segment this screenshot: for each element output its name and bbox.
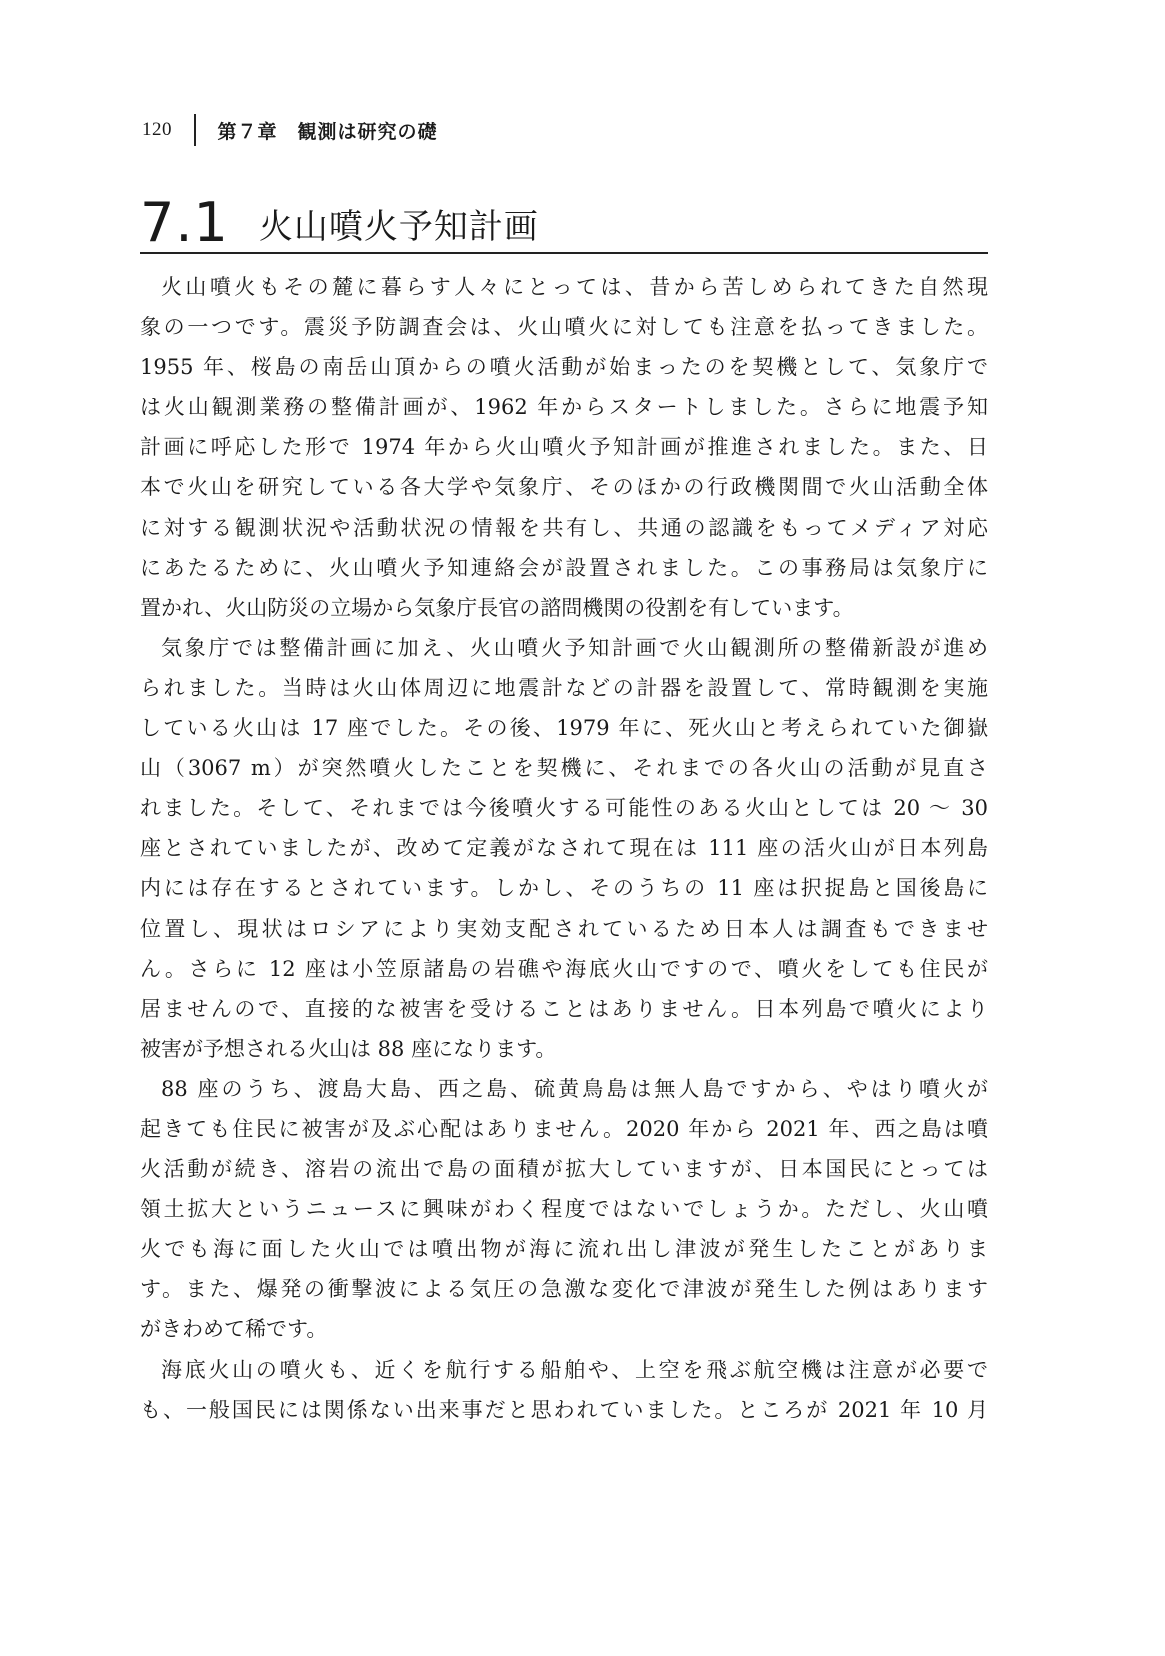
text-line: 居ませんので、直接的な被害を受けることはありません。日本列島で噴火により <box>140 996 988 1021</box>
paragraph <box>140 1069 988 1350</box>
text-line: 置かれ、火山防災の立場から気象庁長官の諮問機関の役割を有しています。 <box>140 595 854 620</box>
text-line: 山（3067 m）が突然噴火したことを契機に、それまでの各火山の活動が見直さ <box>140 756 988 781</box>
text-line: 88 座のうち、渡島大島、西之島、硫黄鳥島は無人島ですから、やはり噴火が <box>161 1076 988 1101</box>
section-title: 火山噴火予知計画 <box>258 207 539 247</box>
paragraph <box>140 1350 988 1430</box>
running-header <box>142 112 438 148</box>
text-line: 内には存在するとされています。しかし、そのうちの 11 座は択捉島と国後島に <box>140 876 988 901</box>
text-line: 領土拡大というニュースに興味がわく程度ではないでしょうか。ただし、火山噴 <box>140 1197 988 1222</box>
text-line: 象の一つです。震災予防調査会は、火山噴火に対しても注意を払ってきました。 <box>140 315 988 340</box>
text-line: 気象庁では整備計画に加え、火山噴火予知計画で火山観測所の整備新設が進め <box>161 635 988 660</box>
text-line: 1955 年、桜島の南岳山頂からの噴火活動が始まったのを契機として、気象庁で <box>140 355 988 380</box>
text-line: 被害が予想される火山は 88 座になります。 <box>140 1036 557 1061</box>
text-line: 起きても住民に被害が及ぶ心配はありません。2020 年から 2021 年、西之島は噴 <box>140 1116 988 1141</box>
text-line: れました。そして、それまでは今後噴火する可能性のある火山としては 20 ～ 30 <box>140 796 988 821</box>
text-line: 計画に呼応した形で 1974 年から火山噴火予知計画が推進されました。また、日 <box>140 435 988 460</box>
text-line: に対する観測状況や活動状況の情報を共有し、共通の認識をもってメディア対応 <box>140 515 988 540</box>
body-text <box>140 267 988 1430</box>
text-line: 座とされていましたが、改めて定義がなされて現在は 111 座の活火山が日本列島 <box>140 836 988 861</box>
text-line: がきわめて稀です。 <box>140 1317 328 1342</box>
header-divider <box>194 114 196 146</box>
text-line: 火山噴火もその麓に暮らす人々にとっては、昔から苦しめられてきた自然現 <box>161 275 988 299</box>
text-line: 位置し、現状はロシアにより実効支配されているため日本人は調査もできませ <box>140 916 988 941</box>
text-line: ん。さらに 12 座は小笠原諸島の岩礁や海底火山ですので、噴火をしても住民が <box>140 956 988 981</box>
text-line: 海底火山の噴火も、近くを航行する船舶や、上空を飛ぶ航空機は注意が必要で <box>161 1357 988 1382</box>
text-line: にあたるために、火山噴火予知連絡会が設置されました。この事務局は気象庁に <box>140 555 988 580</box>
text-line: 火活動が続き、溶岩の流出で島の面積が拡大していますが、日本国民にとっては <box>140 1157 988 1182</box>
paragraph <box>140 628 988 1069</box>
text-line: 本で火山を研究している各大学や気象庁、そのほかの行政機関間で火山活動全体 <box>140 475 988 500</box>
page-number: 120 <box>142 119 172 140</box>
text-line: も、一般国民には関係ない出来事だと思われていました。ところが 2021 年 10 月 <box>140 1397 988 1422</box>
text-line: 火でも海に面した火山では噴出物が海に流れ出し津波が発生したことがありま <box>140 1237 988 1262</box>
text-line: られました。当時は火山体周辺に地震計などの計器を設置して、常時観測を実施 <box>140 675 988 700</box>
text-line: している火山は 17 座でした。その後、1979 年に、死火山と考えられていた御嶽 <box>140 716 988 741</box>
section-heading <box>140 191 988 254</box>
section-number: 7.1 <box>140 191 229 254</box>
text-line: す。また、爆発の衝撃波による気圧の急激な変化で津波が発生した例はあります <box>140 1277 988 1302</box>
paragraph <box>140 267 988 628</box>
text-line: は火山観測業務の整備計画が、1962 年からスタートしました。さらに地震予知 <box>140 395 988 420</box>
chapter-title: 第７章 観測は研究の礎 <box>217 120 438 143</box>
